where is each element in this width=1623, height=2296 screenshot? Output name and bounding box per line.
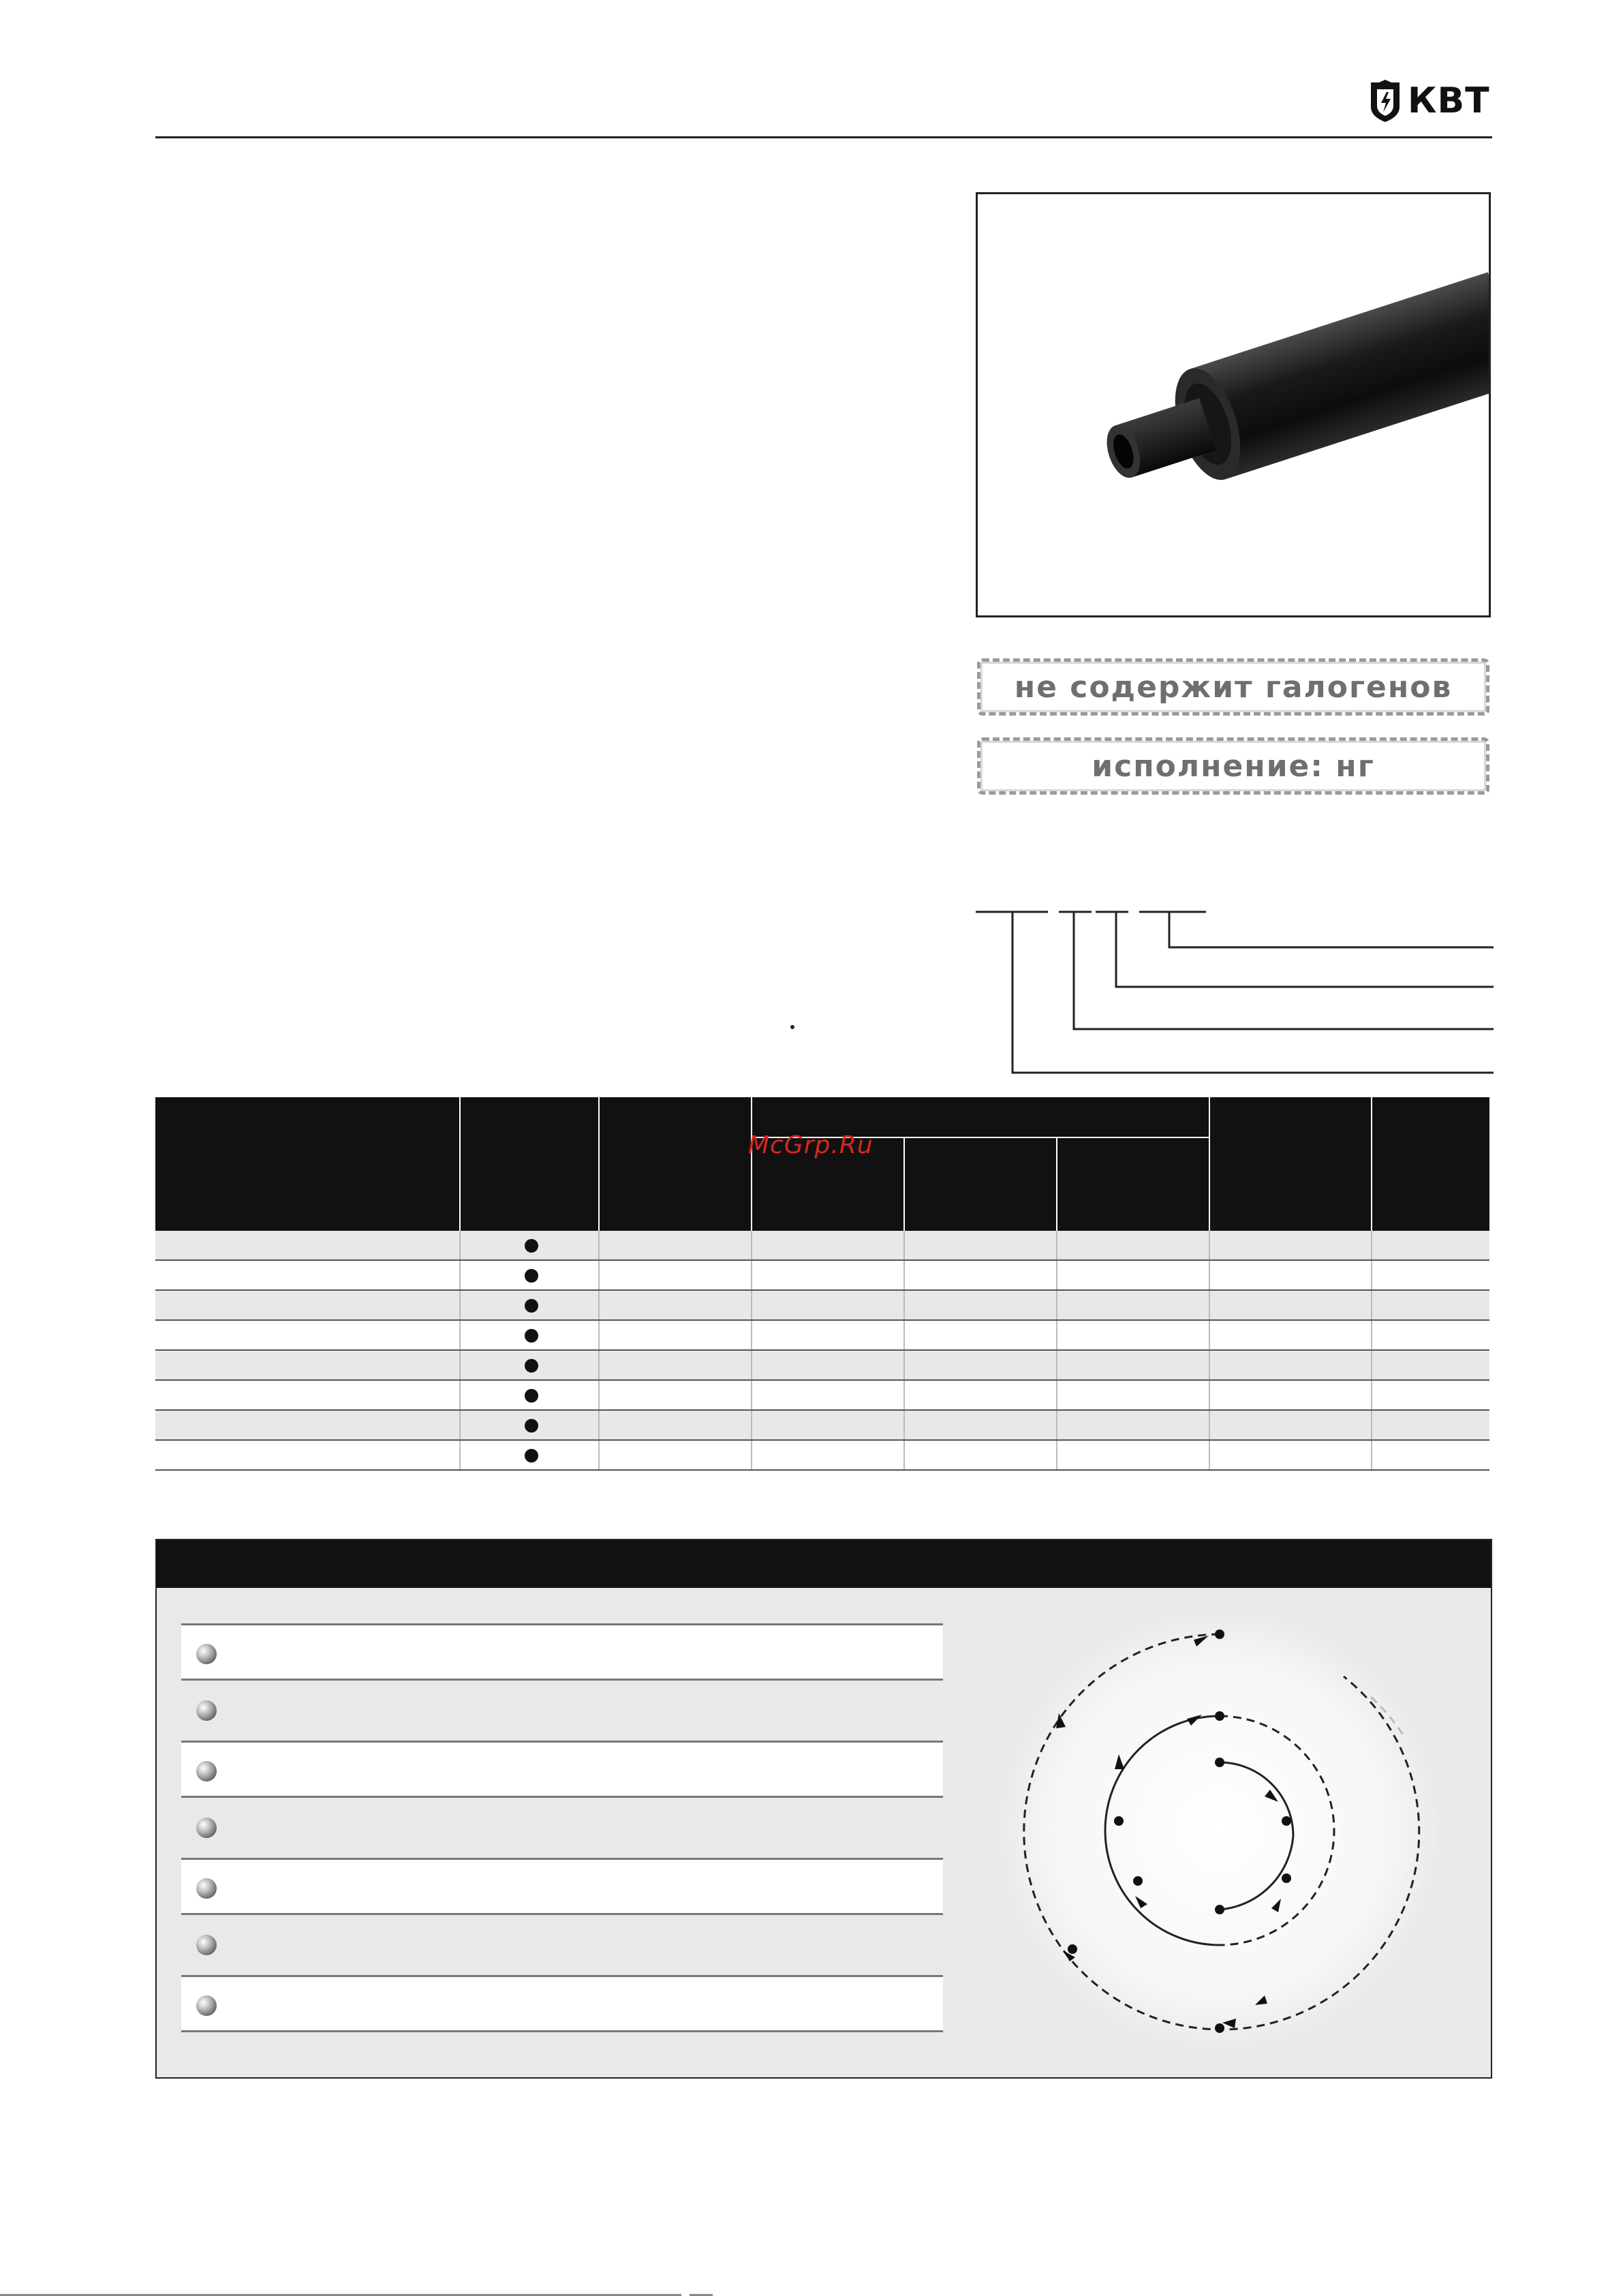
feature-item — [181, 1916, 943, 1974]
table-cell — [459, 1441, 461, 1469]
table-cell — [1209, 1231, 1210, 1259]
feature-item — [181, 1682, 943, 1739]
table-cell — [751, 1321, 752, 1349]
table-cell — [1209, 1381, 1210, 1409]
table-cell — [1056, 1321, 1057, 1349]
table-cell — [751, 1381, 752, 1409]
table-cell — [598, 1381, 600, 1409]
table-cell — [1371, 1261, 1372, 1289]
product-photo — [976, 192, 1491, 617]
table-cell — [1209, 1291, 1210, 1319]
stamp-text: исполнение: нг — [1092, 748, 1375, 784]
availability-dot-icon — [525, 1299, 538, 1313]
table-header — [155, 1097, 1489, 1231]
feature-item — [181, 1975, 943, 2032]
table-cell — [751, 1231, 752, 1259]
table-cell — [751, 1261, 752, 1289]
heat-shrink-tube-image — [978, 194, 1489, 615]
availability-dot-icon — [525, 1419, 538, 1433]
table-cell — [1371, 1351, 1372, 1379]
table-cell — [903, 1261, 905, 1289]
table-cell — [1371, 1231, 1372, 1259]
sphere-bullet-icon — [196, 1818, 217, 1838]
table-cell — [1371, 1441, 1372, 1469]
table-cell — [751, 1291, 752, 1319]
sphere-bullet-icon — [196, 1644, 217, 1664]
table-row — [155, 1351, 1489, 1381]
watermark: McGrp.Ru — [748, 1131, 874, 1159]
feature-item — [181, 1623, 943, 1681]
halogen-free-stamp — [977, 658, 1489, 716]
table-cell — [903, 1441, 905, 1469]
table-cell — [903, 1381, 905, 1409]
table-cell — [598, 1441, 600, 1469]
table-cell — [459, 1381, 461, 1409]
table-cell — [598, 1291, 600, 1319]
table-cell — [1209, 1261, 1210, 1289]
table-cell — [903, 1411, 905, 1439]
table-cell — [1209, 1411, 1210, 1439]
table-cell — [598, 1411, 600, 1439]
table-cell — [459, 1321, 461, 1349]
table-row — [155, 1231, 1489, 1261]
availability-dot-icon — [525, 1329, 538, 1343]
table-cell — [1056, 1351, 1057, 1379]
table-cell — [1056, 1441, 1057, 1469]
table-cell — [903, 1351, 905, 1379]
table-cell — [1209, 1441, 1210, 1469]
shrink-ratio-diagram — [989, 1595, 1466, 2072]
table-cell — [1371, 1381, 1372, 1409]
table-cell — [598, 1261, 600, 1289]
availability-dot-icon — [525, 1359, 538, 1373]
table-cell — [598, 1321, 600, 1349]
table-cell — [1371, 1321, 1372, 1349]
table-cell — [1209, 1351, 1210, 1379]
availability-dot-icon — [525, 1239, 538, 1253]
table-cell — [459, 1351, 461, 1379]
dot-mark — [790, 1025, 794, 1029]
stamp-text: не содержит галогенов — [1014, 669, 1453, 705]
sphere-bullet-icon — [196, 1995, 217, 2016]
table-cell — [598, 1351, 600, 1379]
table-cell — [459, 1231, 461, 1259]
table-cell — [459, 1411, 461, 1439]
table-row — [155, 1381, 1489, 1411]
table-row — [155, 1261, 1489, 1291]
availability-dot-icon — [525, 1449, 538, 1463]
table-cell — [1056, 1231, 1057, 1259]
feature-item — [181, 1799, 943, 1856]
table-row — [155, 1441, 1489, 1471]
sphere-bullet-icon — [196, 1878, 217, 1899]
availability-dot-icon — [525, 1269, 538, 1283]
sphere-bullet-icon — [196, 1935, 217, 1955]
table-body — [155, 1231, 1489, 1471]
brand-logo — [1368, 74, 1491, 128]
sphere-bullet-icon — [196, 1700, 217, 1721]
table-row — [155, 1411, 1489, 1441]
table-cell — [1371, 1291, 1372, 1319]
table-cell — [751, 1351, 752, 1379]
sphere-bullet-icon — [196, 1761, 217, 1781]
table-cell — [1209, 1321, 1210, 1349]
features-header-bar — [157, 1540, 1491, 1588]
brand-name: КВТ — [1408, 80, 1490, 121]
table-cell — [459, 1261, 461, 1289]
table-cell — [903, 1291, 905, 1319]
table-cell — [903, 1231, 905, 1259]
table-cell — [1056, 1261, 1057, 1289]
table-cell — [1056, 1411, 1057, 1439]
table-cell — [751, 1411, 752, 1439]
table-cell — [598, 1231, 600, 1259]
table-cell — [1056, 1291, 1057, 1319]
header-divider — [155, 136, 1492, 138]
availability-dot-icon — [525, 1389, 538, 1403]
feature-item — [181, 1741, 943, 1798]
order-code-diagram — [972, 906, 1494, 1084]
kvt-shield-icon — [1368, 80, 1402, 122]
table-cell — [903, 1321, 905, 1349]
table-cell — [751, 1441, 752, 1469]
table-cell — [1371, 1411, 1372, 1439]
flame-retardant-stamp — [977, 737, 1489, 795]
table-row — [155, 1321, 1489, 1351]
feature-item — [181, 1858, 943, 1915]
features-panel — [155, 1539, 1492, 2079]
table-row — [155, 1291, 1489, 1321]
table-cell — [459, 1291, 461, 1319]
table-cell — [1056, 1381, 1057, 1409]
